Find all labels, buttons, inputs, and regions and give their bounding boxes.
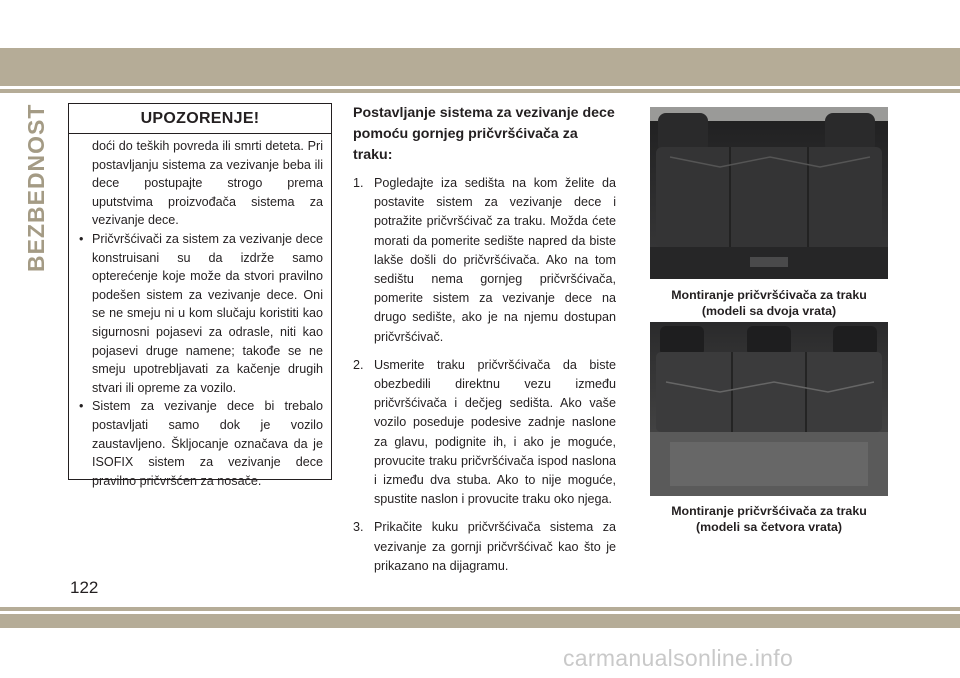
footer-rule — [0, 607, 960, 611]
warning-bullet-text: Pričvršćivači za sistem za vezivanje dece konstruisani su da izdrže samo opterećenje koje može da stvori pravilno podešen sistem za vezivanje dece. Oni se ne smeju ni u kom slučaju koristiti kao sigurnosni pojasevi za odrasle, niti kao pojasevi druge namene; takođe se ne smeju upotrebljavati za kačenje drugih stvari ili opreme za vozilo. — [92, 231, 323, 395]
step-number: 1. — [353, 176, 364, 190]
warning-title: UPOZORENJE! — [69, 104, 331, 134]
figure-caption-four-door: Montiranje pričvršćivača za traku (modeli sa četvora vrata) — [671, 504, 867, 534]
step-text: Usmerite traku pričvršćivača da biste obezbedili direktnu vezu između pričvršćivača i dečjeg sedišta. Ako vaše vozilo poseduje podesive zadnje naslone za glavu, podignite ih, i ako je moguće, provucite traku pričvršćivača ispod naslona i između dva stuba. Ako to nije moguće, spustite naslon i provucite traku oko njega. — [374, 357, 616, 507]
warning-box — [68, 103, 332, 488]
step-text: Pogledajte iza sedišta na kom želite da postavite sistem za vezivanje dece i potražite pričvršćivač za traku. Možda ćete morati da pomerite sedište napred da biste lakše došli do pričvršćivača. Ako na tom sedištu nema gornjeg pričvršćivača, pomerite sistem za vezivanje dece na drugo sedište, ako je na njemu dostupan pričvršćivač. — [374, 176, 616, 344]
warning-continuation: doći do teških povreda ili smrti deteta. Pri postavljanju sistema za vezivanje beba ili dece postupajte strogo prema uputstvima proizvođača sistema za vezivanje dece. — [92, 139, 323, 228]
bullet-icon: • — [79, 231, 84, 246]
page-number: 122 — [70, 578, 99, 597]
step-item — [353, 174, 616, 347]
section-side-title: BEZBEDNOST — [23, 103, 49, 272]
step-number: 2. — [353, 357, 364, 372]
warning-body — [69, 134, 331, 490]
figure-caption-two-door: Montiranje pričvršćivača za traku (modeli sa dvoja vrata) — [671, 288, 867, 318]
warning-bullet-item — [79, 230, 323, 397]
bullet-icon: • — [79, 399, 84, 414]
rear-seat-photo-four-door — [650, 322, 888, 496]
rear-seat-photo-two-door — [650, 107, 888, 279]
step-item — [353, 356, 616, 510]
step-number: 3. — [353, 520, 364, 535]
warning-bullet-item — [79, 397, 323, 490]
section-heading: Postavljanje sistema za vezivanje dece pomoću gornjeg pričvršćivača za traku: — [353, 105, 615, 163]
watermark: carmanualsonline.info — [563, 645, 794, 671]
header-band — [0, 48, 960, 86]
step-item — [353, 518, 616, 576]
footer-band — [0, 614, 960, 628]
step-text: Prikačite kuku pričvršćivača sistema za vezivanje za gornji pričvršćivač kao što je prikazano na dijagramu. — [374, 520, 616, 573]
header-rule — [0, 89, 960, 93]
warning-bullet-text: Sistem za vezivanje dece bi trebalo postavljati samo dok je vozilo zaustavljeno. Škljocanje označava da je ISOFIX sistem za vezivanje dece pravilno pričvršćen za nosače. — [92, 399, 323, 488]
instructions-column — [353, 103, 616, 585]
